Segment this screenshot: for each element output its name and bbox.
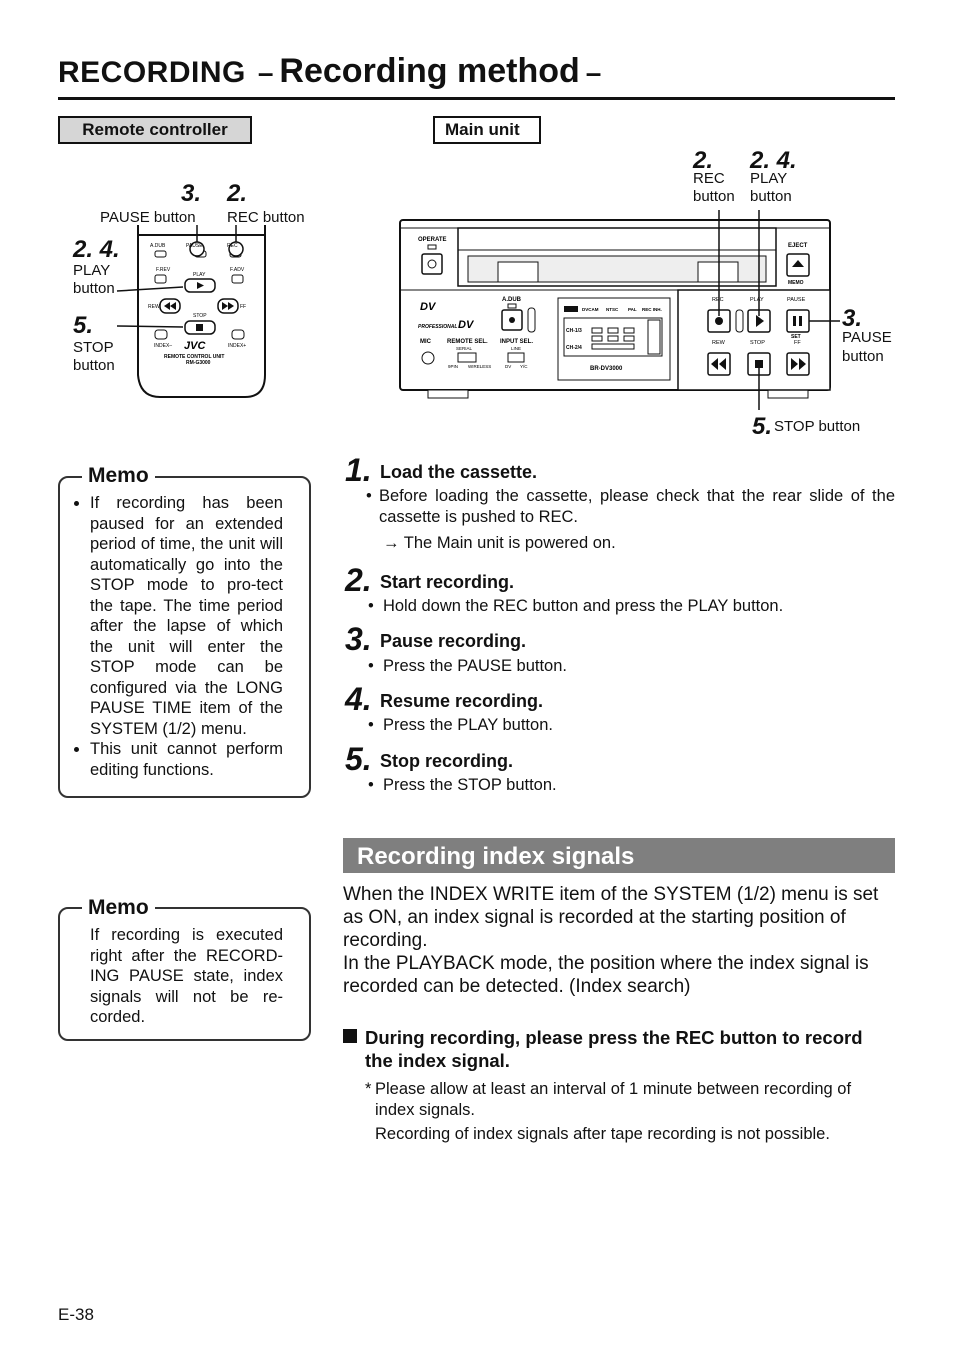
main-remote-sel-text: REMOTE SEL. <box>447 339 488 345</box>
main-play-callout-line2: button <box>750 188 792 205</box>
remote-fadv-text: F.ADV <box>230 267 245 273</box>
remote-pause-step-number: 3. <box>181 180 202 207</box>
main-model-text: BR-DV3000 <box>590 366 623 372</box>
main-serial-text: SERIAL <box>456 346 473 351</box>
index-bold-note: During recording, please press the REC button to record the index signal. <box>365 1027 863 1071</box>
step-title: Resume recording. <box>380 691 544 711</box>
remote-play-callout-line1: PLAY <box>73 262 111 279</box>
main-dv-input-text: DV <box>505 364 512 369</box>
index-note-1: Please allow at least an interval of 1 minute between recording of index signals. <box>375 1080 852 1119</box>
remote-ff-text: FF <box>240 304 247 310</box>
main-ch24-text: CH-2/4 <box>566 345 582 351</box>
main-memo-text: MEMO <box>788 280 804 286</box>
main-yc-text: Y/C <box>520 364 528 369</box>
remote-model-text: RM-G3000 <box>186 360 211 366</box>
remote-controller-label: Remote controller <box>58 116 252 144</box>
remote-play-callout-line2: button <box>73 280 115 297</box>
remote-rew-text: REW <box>148 304 160 310</box>
step-number: 3. <box>345 621 372 657</box>
remote-index-plus-text: INDEX+ <box>228 343 247 349</box>
main-dv-logo: DV <box>420 301 436 313</box>
title-rule <box>58 97 895 100</box>
main-pause-text: PAUSE <box>787 297 806 303</box>
step-title: Stop recording. <box>380 751 514 771</box>
section-heading: Recording index signals <box>343 838 895 873</box>
remote-index-minus-text: INDEX– <box>154 343 173 349</box>
main-set-text: SET <box>791 334 801 340</box>
main-rec-step-number: 2. <box>693 147 714 174</box>
main-input-sel-text: INPUT SEL. <box>500 339 534 345</box>
remote-controller-illustration <box>60 225 280 415</box>
asterisk-mark: * <box>365 1080 372 1098</box>
remote-play-step-number: 2. 4. <box>73 236 120 263</box>
step-bullet-text: Hold down the REC button and press the PLAY button. <box>382 597 784 615</box>
main-play-text: PLAY <box>750 297 764 303</box>
step-bullet-text: Press the PAUSE button. <box>382 657 567 675</box>
main-pal-indicator: PAL <box>628 307 637 312</box>
remote-unit-name: REMOTE CONTROL UNIT <box>164 354 225 360</box>
page-number: E-38 <box>58 1305 94 1324</box>
step-bullet-text: Press the PLAY button. <box>382 716 553 734</box>
remote-frev-text: F.REV <box>156 267 171 273</box>
main-play-step-number: 2. 4. <box>750 147 797 174</box>
title-section: RECORDING <box>58 56 246 89</box>
title-dash-end: – <box>585 57 602 88</box>
index-note-2: Recording of index signals after tape recording is not possible. <box>375 1125 830 1143</box>
memo-title-1: Memo <box>82 464 155 488</box>
main-wireless-text: WIRELESS <box>468 364 492 369</box>
memo-text-2: If recording is executed right after the RECORD-ING PAUSE state, index signals will not be re-corded. <box>90 926 283 1026</box>
main-rec-text: REC <box>712 297 724 303</box>
index-paragraph-2: In the PLAYBACK mode, the position where the index signal is recorded can be detected. (Index search) <box>343 953 869 997</box>
step-bullet: • Press the PAUSE button. <box>368 657 567 675</box>
main-unit-illustration <box>398 210 848 415</box>
step-bullet-text: Before loading the cassette, please check that the rear slide of the cassette is pushed to REC. <box>379 487 895 526</box>
main-recinh-indicator: REC INH. <box>642 307 662 312</box>
remote-rec-text: REC <box>227 243 238 249</box>
square-bullet-icon <box>343 1029 357 1043</box>
main-line-text: LINE <box>511 346 522 351</box>
memo-bullet: • This unit cannot perform editing functions. <box>90 739 283 780</box>
step-result <box>383 533 616 554</box>
title-subsection: Recording method <box>279 52 580 90</box>
remote-adub-text: A.DUB <box>150 243 166 249</box>
main-dv-logo-2: DV <box>458 319 474 331</box>
index-paragraph-1: When the INDEX WRITE item of the SYSTEM (1/2) menu is set as ON, an index signal is recorded at the starting position of recording. <box>343 884 879 951</box>
main-pause-step-number: 3. <box>842 305 863 332</box>
title-dash: – <box>257 57 274 88</box>
step-number: 4. <box>345 681 372 717</box>
main-pause-callout-line1: PAUSE <box>842 329 892 346</box>
main-eject-text: EJECT <box>788 243 808 249</box>
main-dvcam-indicator: DVCAM <box>582 307 599 312</box>
remote-pause-callout: PAUSE button <box>100 209 196 226</box>
main-mic-text: MIC <box>420 339 431 345</box>
step-bullet: • Hold down the REC button and press the PLAY button. <box>368 597 784 615</box>
step-title: Start recording. <box>380 572 515 592</box>
main-rew-text: REW <box>712 340 725 346</box>
main-stop-callout: STOP button <box>774 418 861 435</box>
main-operate-text: OPERATE <box>418 237 447 243</box>
step-title: Pause recording. <box>380 631 527 651</box>
remote-stop-step-number: 5. <box>73 312 94 339</box>
memo-text-1 <box>74 493 283 780</box>
step-title: Load the cassette. <box>380 462 538 482</box>
main-stop-step-number: 5. <box>752 413 773 440</box>
main-pause-callout-line2: button <box>842 348 884 365</box>
main-play-callout-line1: PLAY <box>750 170 788 187</box>
main-adub-text: A.DUB <box>502 297 521 303</box>
step-number: 5. <box>345 741 372 777</box>
step-bullet-text: Press the STOP button. <box>382 776 557 794</box>
main-rec-callout-line2: button <box>693 188 735 205</box>
step-result-text: The Main unit is powered on. <box>403 534 616 552</box>
remote-rec-step-number: 2. <box>227 180 248 207</box>
main-9pin-text: 9PIN <box>448 364 459 369</box>
remote-stop-text: STOP <box>193 313 207 319</box>
main-stop-text: STOP <box>750 340 765 346</box>
remote-brand-logo: JVC <box>184 340 206 352</box>
main-rec-callout-line1: REC <box>693 170 725 187</box>
remote-pause-text: PAUSE <box>186 243 203 249</box>
main-professional-text: PROFESSIONAL <box>418 324 458 330</box>
main-ff-text: FF <box>794 340 801 346</box>
arrow-icon: → <box>383 534 400 552</box>
step-bullet: • Before loading the cassette, please check that the rear slide of the cassette is pushed to REC. <box>366 487 895 526</box>
memo-title-2: Memo <box>82 896 155 920</box>
main-ntsc-indicator: NTSC <box>606 307 619 312</box>
remote-rec-callout: REC button <box>227 209 305 226</box>
page-title <box>58 52 601 91</box>
main-ch13-text: CH-1/3 <box>566 328 582 334</box>
step-bullet: • Press the PLAY button. <box>368 716 553 734</box>
main-unit-label: Main unit <box>433 116 541 144</box>
remote-stop-callout-line2: button <box>73 357 115 374</box>
step-bullet: • Press the STOP button. <box>368 776 557 794</box>
remote-play-text: PLAY <box>193 272 206 278</box>
step-number: 2. <box>345 562 372 598</box>
step-number: 1. <box>345 452 372 488</box>
memo-bullet: • If recording has been paused for an extended period of time, the unit will automatically go into the STOP mode to pro-tect the tape. The time period after the lapse of which the unit will enter the STOP mode can be configured via the LONG PAUSE TIME item of the SYSTEM (1/2) menu. <box>90 493 283 739</box>
remote-stop-callout-line1: STOP <box>73 339 114 356</box>
